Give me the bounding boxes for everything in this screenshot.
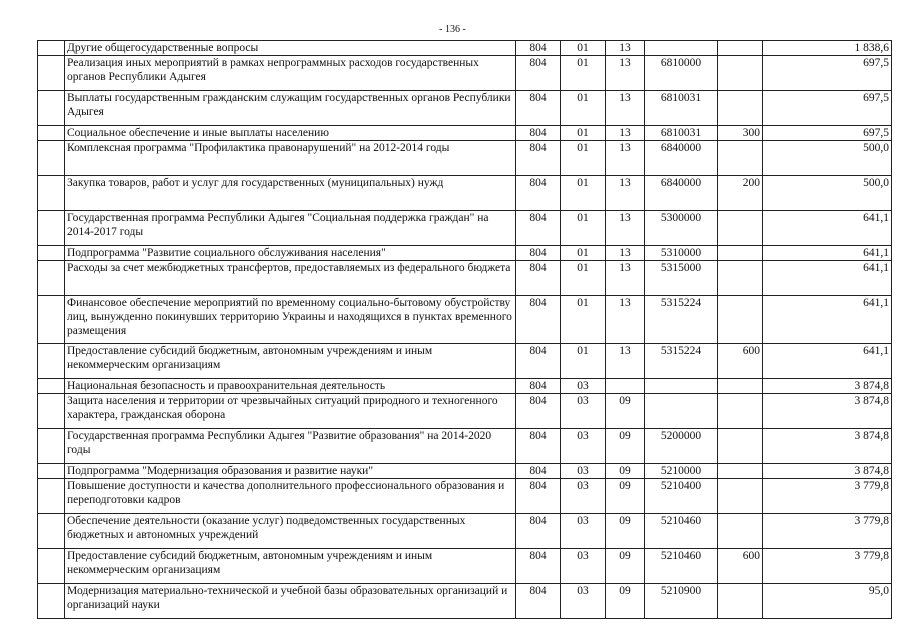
section-code-cell: 03 [561, 394, 606, 429]
expense-name-cell: Обеспечение деятельности (оказание услуг) подведомственных государственных бюджетных и автономных учреждений [65, 514, 516, 549]
amount-cell: 641,1 [763, 246, 892, 261]
expense-type-cell [718, 479, 763, 514]
amount-cell: 697,5 [763, 56, 892, 91]
target-article-cell: 6810031 [645, 91, 718, 126]
ministry-code-cell: 804 [516, 296, 561, 344]
section-code-cell: 03 [561, 549, 606, 584]
expense-type-cell [718, 91, 763, 126]
section-code-cell: 01 [561, 246, 606, 261]
target-article-cell: 5200000 [645, 429, 718, 464]
subsection-code-cell: 13 [606, 41, 645, 56]
expense-type-cell [718, 429, 763, 464]
amount-cell: 641,1 [763, 211, 892, 246]
target-article-cell: 5210900 [645, 584, 718, 619]
subsection-code-cell: 13 [606, 211, 645, 246]
expense-type-cell [718, 584, 763, 619]
subsection-code-cell: 13 [606, 126, 645, 141]
table-row [38, 479, 892, 514]
blank-cell [38, 211, 65, 246]
ministry-code-cell: 804 [516, 394, 561, 429]
table-row [38, 176, 892, 211]
amount-cell: 641,1 [763, 344, 892, 379]
page-number: - 136 - [439, 24, 466, 35]
expense-name-cell: Защита населения и территории от чрезвычайных ситуаций природного и техногенного характера, гражданская оборона [65, 394, 516, 429]
expense-name-cell: Модернизация материально-технической и учебной базы образовательных организаций и организаций науки [65, 584, 516, 619]
ministry-code-cell: 804 [516, 514, 561, 549]
amount-cell: 500,0 [763, 141, 892, 176]
subsection-code-cell: 09 [606, 549, 645, 584]
section-code-cell: 03 [561, 514, 606, 549]
section-code-cell: 01 [561, 344, 606, 379]
table-row [38, 211, 892, 246]
expense-type-cell [718, 41, 763, 56]
section-code-cell: 03 [561, 479, 606, 514]
amount-cell: 697,5 [763, 126, 892, 141]
ministry-code-cell: 804 [516, 549, 561, 584]
expense-name-cell: Подпрограмма "Модернизация образования и развитие науки" [65, 464, 516, 479]
table-row [38, 394, 892, 429]
ministry-code-cell: 804 [516, 464, 561, 479]
table-row [38, 141, 892, 176]
section-code-cell: 01 [561, 41, 606, 56]
blank-cell [38, 176, 65, 211]
target-article-cell: 5210460 [645, 549, 718, 584]
table-row [38, 126, 892, 141]
amount-cell: 3 779,8 [763, 549, 892, 584]
amount-cell: 1 838,6 [763, 41, 892, 56]
blank-cell [38, 394, 65, 429]
subsection-code-cell: 13 [606, 344, 645, 379]
target-article-cell [645, 379, 718, 394]
amount-cell: 3 779,8 [763, 479, 892, 514]
section-code-cell: 03 [561, 379, 606, 394]
section-code-cell: 03 [561, 584, 606, 619]
ministry-code-cell: 804 [516, 429, 561, 464]
subsection-code-cell: 13 [606, 91, 645, 126]
ministry-code-cell: 804 [516, 246, 561, 261]
table-row [38, 584, 892, 619]
expense-name-cell: Подпрограмма "Развитие социального обслуживания населения" [65, 246, 516, 261]
section-code-cell: 01 [561, 126, 606, 141]
subsection-code-cell: 13 [606, 246, 645, 261]
expense-name-cell: Государственная программа Республики Адыгея "Развитие образования" на 2014-2020 годы [65, 429, 516, 464]
ministry-code-cell: 804 [516, 379, 561, 394]
expense-type-cell [718, 246, 763, 261]
target-article-cell: 5210400 [645, 479, 718, 514]
subsection-code-cell [606, 379, 645, 394]
target-article-cell [645, 394, 718, 429]
subsection-code-cell: 09 [606, 514, 645, 549]
expense-name-cell: Другие общегосударственные вопросы [65, 41, 516, 56]
amount-cell: 3 874,8 [763, 464, 892, 479]
target-article-cell: 5315000 [645, 261, 718, 296]
section-code-cell: 01 [561, 211, 606, 246]
subsection-code-cell: 13 [606, 56, 645, 91]
blank-cell [38, 141, 65, 176]
ministry-code-cell: 804 [516, 479, 561, 514]
ministry-code-cell: 804 [516, 344, 561, 379]
target-article-cell: 6810031 [645, 126, 718, 141]
target-article-cell [645, 41, 718, 56]
ministry-code-cell: 804 [516, 141, 561, 176]
target-article-cell: 6840000 [645, 141, 718, 176]
expense-name-cell: Финансовое обеспечение мероприятий по временному социально-бытовому обустройству лиц, вынужденно покинувших территорию Украины и находящихся в пунктах временного размещения [65, 296, 516, 344]
amount-cell: 3 874,8 [763, 394, 892, 429]
expense-name-cell: Повышение доступности и качества дополнительного профессионального образования и переподготовки кадров [65, 479, 516, 514]
expense-type-cell [718, 261, 763, 296]
blank-cell [38, 479, 65, 514]
expense-name-cell: Расходы за счет межбюджетных трансфертов, предоставляемых из федерального бюджета [65, 261, 516, 296]
expense-type-cell [718, 514, 763, 549]
subsection-code-cell: 09 [606, 464, 645, 479]
ministry-code-cell: 804 [516, 584, 561, 619]
amount-cell: 641,1 [763, 261, 892, 296]
expense-type-cell [718, 211, 763, 246]
expense-name-cell: Предоставление субсидий бюджетным, автономным учреждениям и иным некоммерческим организациям [65, 549, 516, 584]
table-row [38, 549, 892, 584]
target-article-cell: 6810000 [645, 56, 718, 91]
table-row [38, 261, 892, 296]
expense-name-cell: Комплексная программа "Профилактика правонарушений" на 2012-2014 годы [65, 141, 516, 176]
amount-cell: 95,0 [763, 584, 892, 619]
blank-cell [38, 41, 65, 56]
expense-name-cell: Государственная программа Республики Адыгея "Социальная поддержка граждан" на 2014-2017 годы [65, 211, 516, 246]
amount-cell: 3 874,8 [763, 429, 892, 464]
blank-cell [38, 246, 65, 261]
expense-name-cell: Выплаты государственным гражданским служащим государственных органов Республики Адыгея [65, 91, 516, 126]
section-code-cell: 01 [561, 296, 606, 344]
expense-type-cell [718, 296, 763, 344]
table-row [38, 41, 892, 56]
blank-cell [38, 126, 65, 141]
amount-cell: 641,1 [763, 296, 892, 344]
target-article-cell: 5315224 [645, 296, 718, 344]
target-article-cell: 5210000 [645, 464, 718, 479]
blank-cell [38, 584, 65, 619]
table-row [38, 344, 892, 379]
section-code-cell: 01 [561, 141, 606, 176]
expense-type-cell: 200 [718, 176, 763, 211]
blank-cell [38, 464, 65, 479]
expense-type-cell: 600 [718, 344, 763, 379]
ministry-code-cell: 804 [516, 41, 561, 56]
blank-cell [38, 549, 65, 584]
section-code-cell: 01 [561, 261, 606, 296]
blank-cell [38, 296, 65, 344]
target-article-cell: 5310000 [645, 246, 718, 261]
blank-cell [38, 91, 65, 126]
section-code-cell: 01 [561, 91, 606, 126]
expense-type-cell [718, 141, 763, 176]
table-row [38, 246, 892, 261]
blank-cell [38, 56, 65, 91]
target-article-cell: 5300000 [645, 211, 718, 246]
expense-name-cell: Предоставление субсидий бюджетным, автономным учреждениям и иным некоммерческим организациям [65, 344, 516, 379]
amount-cell: 3 779,8 [763, 514, 892, 549]
expense-type-cell [718, 379, 763, 394]
blank-cell [38, 429, 65, 464]
section-code-cell: 03 [561, 429, 606, 464]
expense-type-cell [718, 56, 763, 91]
section-code-cell: 01 [561, 176, 606, 211]
ministry-code-cell: 804 [516, 126, 561, 141]
subsection-code-cell: 13 [606, 141, 645, 176]
expense-type-cell [718, 394, 763, 429]
expense-name-cell: Социальное обеспечение и иные выплаты населению [65, 126, 516, 141]
blank-cell [38, 379, 65, 394]
subsection-code-cell: 09 [606, 429, 645, 464]
amount-cell: 697,5 [763, 91, 892, 126]
subsection-code-cell: 13 [606, 261, 645, 296]
ministry-code-cell: 804 [516, 211, 561, 246]
ministry-code-cell: 804 [516, 176, 561, 211]
budget-table-body [38, 41, 892, 619]
table-row [38, 514, 892, 549]
table-row [38, 56, 892, 91]
amount-cell: 500,0 [763, 176, 892, 211]
table-row [38, 464, 892, 479]
subsection-code-cell: 13 [606, 296, 645, 344]
ministry-code-cell: 804 [516, 91, 561, 126]
blank-cell [38, 261, 65, 296]
ministry-code-cell: 804 [516, 261, 561, 296]
subsection-code-cell: 09 [606, 394, 645, 429]
expense-name-cell: Закупка товаров, работ и услуг для государственных (муниципальных) нужд [65, 176, 516, 211]
blank-cell [38, 344, 65, 379]
expense-type-cell [718, 464, 763, 479]
target-article-cell: 5315224 [645, 344, 718, 379]
subsection-code-cell: 13 [606, 176, 645, 211]
subsection-code-cell: 09 [606, 584, 645, 619]
subsection-code-cell: 09 [606, 479, 645, 514]
table-row [38, 429, 892, 464]
table-row [38, 91, 892, 126]
section-code-cell: 03 [561, 464, 606, 479]
expense-type-cell: 600 [718, 549, 763, 584]
budget-table [37, 40, 892, 619]
target-article-cell: 6840000 [645, 176, 718, 211]
expense-type-cell: 300 [718, 126, 763, 141]
expense-name-cell: Национальная безопасность и правоохранительная деятельность [65, 379, 516, 394]
expense-name-cell: Реализация иных мероприятий в рамках непрограммных расходов государственных органов Республики Адыгея [65, 56, 516, 91]
table-row [38, 379, 892, 394]
ministry-code-cell: 804 [516, 56, 561, 91]
target-article-cell: 5210460 [645, 514, 718, 549]
blank-cell [38, 514, 65, 549]
amount-cell: 3 874,8 [763, 379, 892, 394]
table-row [38, 296, 892, 344]
section-code-cell: 01 [561, 56, 606, 91]
